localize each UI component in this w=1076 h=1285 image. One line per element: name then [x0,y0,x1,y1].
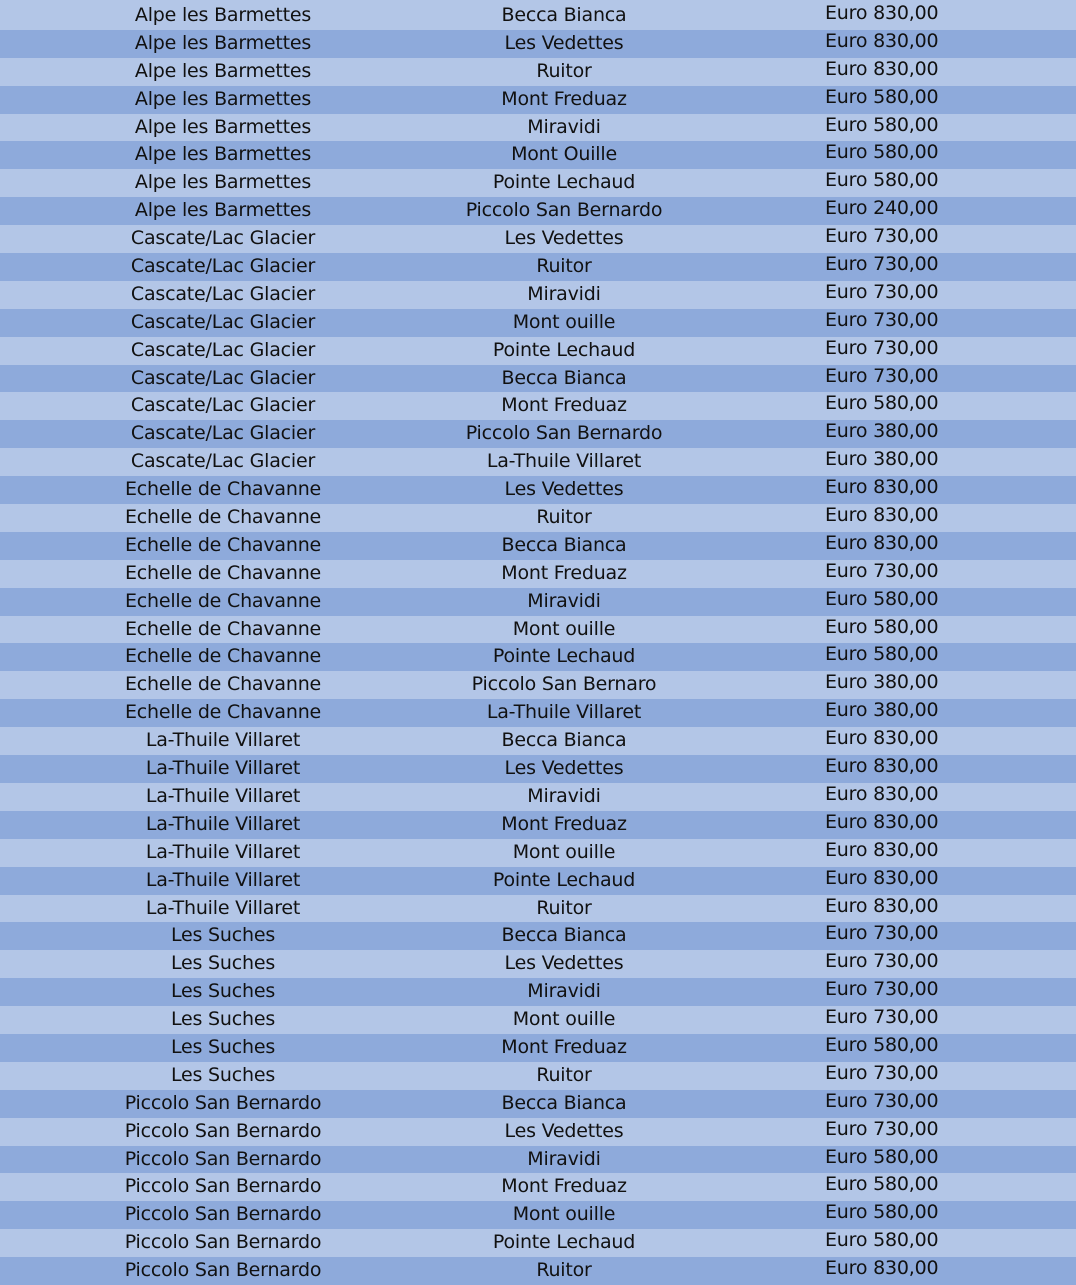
price-cell: Euro 830,00 [825,531,939,554]
departure-cell: Alpe les Barmettes [134,171,312,194]
price-cell: Euro 730,00 [825,336,939,359]
price-cell: Euro 580,00 [825,587,939,610]
table-row [0,2,1076,30]
destination-cell: Miravidi [527,980,601,1003]
destination-cell: Mont ouille [512,310,616,333]
destination-cell: Piccolo San Bernardo [465,199,663,222]
departure-cell: Echelle de Chavanne [124,478,322,501]
table-row [0,225,1076,253]
table-row [0,1173,1076,1201]
destination-cell: Les Vedettes [504,757,624,780]
destination-cell: Becca Bianca [501,924,627,947]
destination-cell: Mont Freduaz [501,394,627,417]
price-cell: Euro 830,00 [825,29,939,52]
table-row [0,950,1076,978]
table-row [0,1090,1076,1118]
departure-cell: Piccolo San Bernardo [124,1175,322,1198]
departure-cell: Les Suches [170,952,276,975]
destination-cell: Miravidi [527,282,601,305]
price-cell: Euro 580,00 [825,169,939,192]
price-cell: Euro 830,00 [825,894,939,917]
price-cell: Euro 580,00 [825,392,939,415]
table-row [0,253,1076,281]
price-cell: Euro 730,00 [825,1089,939,1112]
destination-cell: Pointe Lechaud [492,645,636,668]
table-row [0,811,1076,839]
destination-cell: La-Thuile Villaret [486,701,642,724]
destination-cell: Miravidi [527,115,601,138]
departure-cell: Piccolo San Bernardo [124,1147,322,1170]
destination-cell: Pointe Lechaud [492,171,636,194]
table-row [0,169,1076,197]
table-row [0,616,1076,644]
destination-cell: Ruitor [536,1259,592,1282]
departure-cell: Alpe les Barmettes [134,59,312,82]
table-row [0,86,1076,114]
table-row [0,504,1076,532]
price-cell: Euro 580,00 [825,141,939,164]
price-cell: Euro 830,00 [825,866,939,889]
table-row [0,978,1076,1006]
departure-cell: Les Suches [170,1035,276,1058]
table-row [0,895,1076,923]
departure-cell: Alpe les Barmettes [134,115,312,138]
destination-cell: Mont Freduaz [501,812,627,835]
table-row [0,1229,1076,1257]
destination-cell: Becca Bianca [501,729,627,752]
departure-cell: Cascate/Lac Glacier [130,310,316,333]
price-cell: Euro 380,00 [825,420,939,443]
destination-cell: Pointe Lechaud [492,338,636,361]
departure-cell: Alpe les Barmettes [134,199,312,222]
departure-cell: Echelle de Chavanne [124,673,322,696]
table-row [0,532,1076,560]
table-row [0,755,1076,783]
departure-cell: Cascate/Lac Glacier [130,366,316,389]
table-row [0,1257,1076,1285]
table-row [0,867,1076,895]
departure-cell: Cascate/Lac Glacier [130,394,316,417]
table-row [0,420,1076,448]
departure-cell: Les Suches [170,980,276,1003]
price-cell: Euro 830,00 [825,2,939,24]
price-cell: Euro 730,00 [825,950,939,973]
table-row [0,197,1076,225]
price-cell: Euro 730,00 [825,364,939,387]
departure-cell: Piccolo San Bernardo [124,1259,322,1282]
price-cell: Euro 830,00 [825,1257,939,1280]
price-cell: Euro 830,00 [825,755,939,778]
price-cell: Euro 240,00 [825,197,939,220]
departure-cell: Alpe les Barmettes [134,87,312,110]
destination-cell: Les Vedettes [504,1119,624,1142]
departure-cell: Piccolo San Bernardo [124,1203,322,1226]
price-cell: Euro 580,00 [825,1229,939,1252]
departure-cell: Alpe les Barmettes [134,143,312,166]
table-row [0,922,1076,950]
destination-cell: Les Vedettes [504,952,624,975]
table-row [0,588,1076,616]
price-cell: Euro 730,00 [825,225,939,248]
destination-cell: Miravidi [527,1147,601,1170]
price-cell: Euro 730,00 [825,922,939,945]
destination-cell: Mont Freduaz [501,1175,627,1198]
price-cell: Euro 730,00 [825,308,939,331]
price-cell: Euro 580,00 [825,1033,939,1056]
departure-cell: Alpe les Barmettes [134,31,312,54]
destination-cell: Pointe Lechaud [492,868,636,891]
price-cell: Euro 830,00 [825,476,939,499]
destination-cell: Les Vedettes [504,227,624,250]
departure-cell: Echelle de Chavanne [124,506,322,529]
departure-cell: Piccolo San Bernardo [124,1231,322,1254]
table-row [0,560,1076,588]
destination-cell: Ruitor [536,59,592,82]
departure-cell: Piccolo San Bernardo [124,1119,322,1142]
departure-cell: La-Thuile Villaret [145,868,301,891]
departure-cell: Cascate/Lac Glacier [130,450,316,473]
departure-cell: La-Thuile Villaret [145,840,301,863]
price-cell: Euro 830,00 [825,504,939,527]
destination-cell: Becca Bianca [501,366,627,389]
destination-cell: Ruitor [536,255,592,278]
table-row [0,448,1076,476]
departure-cell: Echelle de Chavanne [124,561,322,584]
destination-cell: La-Thuile Villaret [486,450,642,473]
destination-cell: Mont ouille [512,1203,616,1226]
destination-cell: Mont ouille [512,1008,616,1031]
destination-cell: Becca Bianca [501,4,627,26]
departure-cell: Cascate/Lac Glacier [130,255,316,278]
table-row [0,1006,1076,1034]
table-row [0,58,1076,86]
price-table [0,2,1076,1285]
price-cell: Euro 830,00 [825,782,939,805]
departure-cell: Echelle de Chavanne [124,617,322,640]
departure-cell: Piccolo San Bernardo [124,1091,322,1114]
destination-cell: Les Vedettes [504,31,624,54]
price-cell: Euro 380,00 [825,448,939,471]
departure-cell: Les Suches [170,1008,276,1031]
departure-cell: Cascate/Lac Glacier [130,338,316,361]
table-row [0,337,1076,365]
destination-cell: Ruitor [536,1063,592,1086]
departure-cell: La-Thuile Villaret [145,896,301,919]
price-cell: Euro 580,00 [825,113,939,136]
destination-cell: Becca Bianca [501,1091,627,1114]
destination-cell: Mont Freduaz [501,87,627,110]
price-cell: Euro 730,00 [825,1061,939,1084]
price-cell: Euro 830,00 [825,727,939,750]
departure-cell: Echelle de Chavanne [124,533,322,556]
table-row [0,699,1076,727]
departure-cell: Cascate/Lac Glacier [130,422,316,445]
table-row [0,476,1076,504]
destination-cell: Piccolo San Bernaro [471,673,657,696]
table-row [0,1034,1076,1062]
table-row [0,839,1076,867]
destination-cell: Mont ouille [512,617,616,640]
price-cell: Euro 830,00 [825,810,939,833]
price-cell: Euro 730,00 [825,280,939,303]
table-row [0,783,1076,811]
destination-cell: Mont Ouille [511,143,617,166]
price-cell: Euro 730,00 [825,253,939,276]
table-row [0,643,1076,671]
destination-cell: Les Vedettes [504,478,624,501]
table-row [0,1201,1076,1229]
departure-cell: La-Thuile Villaret [145,812,301,835]
table-row [0,281,1076,309]
table-row [0,1146,1076,1174]
price-cell: Euro 580,00 [825,1145,939,1168]
destination-cell: Ruitor [536,506,592,529]
price-cell: Euro 730,00 [825,559,939,582]
table-row [0,1062,1076,1090]
destination-cell: Pointe Lechaud [492,1231,636,1254]
departure-cell: Les Suches [170,924,276,947]
price-cell: Euro 730,00 [825,978,939,1001]
destination-cell: Mont ouille [512,840,616,863]
departure-cell: La-Thuile Villaret [145,729,301,752]
destination-cell: Piccolo San Bernardo [465,422,663,445]
departure-cell: Cascate/Lac Glacier [130,282,316,305]
table-row [0,309,1076,337]
destination-cell: Miravidi [527,589,601,612]
departure-cell: La-Thuile Villaret [145,784,301,807]
price-cell: Euro 580,00 [825,643,939,666]
table-row [0,671,1076,699]
table-row [0,141,1076,169]
departure-cell: Les Suches [170,1063,276,1086]
table-row [0,365,1076,393]
table-row [0,727,1076,755]
departure-cell: La-Thuile Villaret [145,757,301,780]
destination-cell: Mont Freduaz [501,561,627,584]
departure-cell: Alpe les Barmettes [134,4,312,26]
departure-cell: Echelle de Chavanne [124,589,322,612]
price-cell: Euro 830,00 [825,838,939,861]
price-cell: Euro 580,00 [825,85,939,108]
price-cell: Euro 730,00 [825,1006,939,1029]
table-row [0,114,1076,142]
departure-cell: Echelle de Chavanne [124,701,322,724]
departure-cell: Cascate/Lac Glacier [130,227,316,250]
destination-cell: Ruitor [536,896,592,919]
table-row [0,392,1076,420]
destination-cell: Miravidi [527,784,601,807]
price-cell: Euro 580,00 [825,1201,939,1224]
price-cell: Euro 380,00 [825,699,939,722]
table-row [0,30,1076,58]
price-cell: Euro 580,00 [825,615,939,638]
price-cell: Euro 830,00 [825,57,939,80]
price-cell: Euro 380,00 [825,671,939,694]
destination-cell: Mont Freduaz [501,1035,627,1058]
departure-cell: Echelle de Chavanne [124,645,322,668]
destination-cell: Becca Bianca [501,533,627,556]
price-cell: Euro 730,00 [825,1117,939,1140]
table-row [0,1118,1076,1146]
price-cell: Euro 580,00 [825,1173,939,1196]
